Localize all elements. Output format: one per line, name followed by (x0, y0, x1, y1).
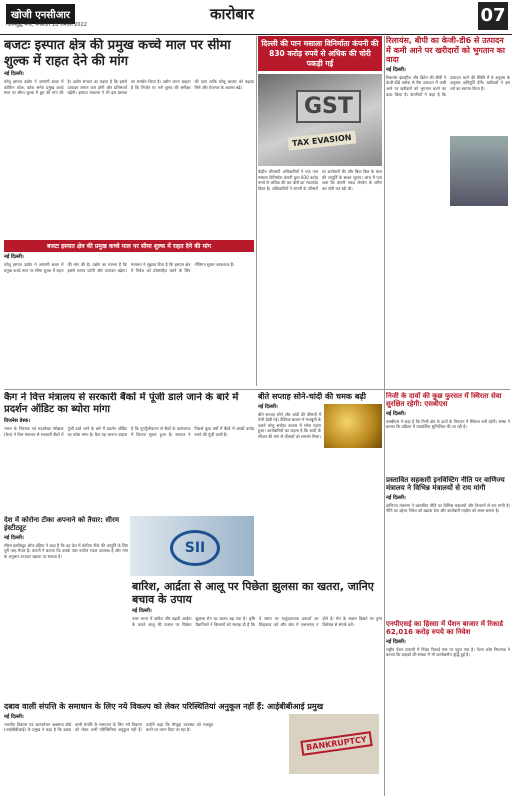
story-reliance-body: रिलायंस इंडस्ट्रीज और ब्रिटेन की बीपी ने केजी-डी6 ब्लॉक से गैस उत्पादन में कमी आने पर खरीदारों को भुगतान करने का वादा किया है। कंपनियों ने कहा है कि उत्पादन घटने की स्थिति में वे अनुबंध के अनुसार क्षतिपूर्ति देंगी। खरीदारों ने इस शर्त का स्वागत किया है। (386, 74, 510, 97)
story-steel-duty (4, 38, 254, 238)
story-gold (258, 392, 382, 512)
story-policy-body: वाणिज्य मंत्रालय ने प्रस्तावित नीति पर विभिन्न मंत्रालयों और विभागों से राय मांगी है। नीति का उद्देश्य निवेश को बढ़ावा देना और कारोबारी माहौल को सरल बनाना है। (386, 502, 510, 514)
bankruptcy-stamp: BANKRUPTCY (300, 731, 372, 756)
story-policy-byline: नई दिल्ली। (386, 494, 406, 501)
story-gold-byline: नई दिल्ली। (258, 403, 278, 410)
column-rule (384, 36, 385, 796)
story-steel-body: घरेलू इस्पात उद्योग ने आगामी बजट में कोकिंग कोल, कोक समेत प्रमुख कच्चे माल पर सीमा शुल्क में छूट की मांग की है। उद्योग संगठन का कहना है कि इससे उत्पादन लागत कम होगी और प्रतिस्पर्धा बढ़ेगी। इस्पात मंत्रालय ने भी इस प्रस्ताव का समर्थन किया है। उद्योग जगत चाहता है कि निर्यात पर लगे शुल्क की समीक्षा की जाए ताकि घरेलू बाजार को बढ़ावा मिले और रोजगार के अवसर बढ़ें। (4, 79, 254, 96)
story-gst-body: केंद्रीय जीएसटी अधिकारियों ने एक पान मसाला विनिर्माता कंपनी द्वारा 830 करोड़ रुपये से अधिक की कर चोरी का भंडाफोड़ किया है। अधिकारियों ने कंपनी के परिसरों पर छापेमारी की और बिना बिल के माल की आपूर्ति के साक्ष्य जुटाए। जांच में पता चला कि कंपनी नकद लेनदेन के जरिए कर चोरी कर रही थी। (258, 169, 382, 192)
newspaper-logo: खोजी एनसीआर (6, 4, 75, 24)
story-gst (258, 36, 382, 386)
story-ibbi (4, 702, 384, 798)
gst-image (258, 74, 382, 166)
story-steel-duty-repeat (4, 240, 254, 390)
gst-badge: GST (296, 90, 361, 123)
story-potato-headline: बारिश, आर्द्रता से आलू पर पिछेता झुलसा का खतरा, जानिए बचाव के उपाय (132, 580, 374, 607)
section-title: कारोबार (210, 5, 255, 23)
story-policy-headline: प्रस्तावित सहकारी इनविस्टिग नीति पर वाणिज्य मंत्रालय ने विभिन्न मंत्रालयों से राय मांगी (386, 476, 505, 493)
story-potato-body: उत्तर भारत में बारिश और बढ़ती आर्द्रता के चलते आलू की फसल पर पिछेता झुलसा रोग का खतरा बढ़ गया है। कृषि वैज्ञानिकों ने किसानों को सलाह दी है कि वे समय पर फफूंदनाशक दवाओं का छिड़काव करें और खेत में जलभराव न होने दें। रोग के लक्षण दिखने पर तुरंत विशेषज्ञ से संपर्क करें। (132, 616, 382, 627)
story-steel-repeat-byline: नई दिल्ली। (4, 254, 24, 260)
story-nps (386, 620, 510, 798)
story-gold-body: बीते सप्ताह सोने और चांदी की कीमतों में तेजी देखी गई। वैश्विक बाजार में मजबूती के चलते घरेलू सर्राफा बाजार में सोना महंगा हुआ। कारोबारियों का कहना है कि शादी के सीजन की मांग से कीमतों को समर्थन मिला। (258, 411, 321, 439)
story-ibbi-headline: दबाव वाली संपत्ति के समाधान के लिए नये विकल्प को लेकर परिस्थितियां अनुकूल नहीं हैं: आईबीबीआई प्रमुख (4, 702, 324, 711)
story-sbs (386, 392, 510, 472)
story-serum-body: सीरम इंस्टीट्यूट ऑफ इंडिया ने कहा है कि वह देश में कोरोना टीके की आपूर्ति के लिए पूरी तरह तैयार है। कंपनी ने बताया कि उसके पास पर्याप्त भंडार उपलब्ध है और मांग के अनुसार उत्पादन बढ़ाया जा सकता है। (4, 542, 128, 559)
story-sbs-byline: नई दिल्ली। (386, 410, 406, 417)
story-potato (132, 580, 382, 700)
story-cag-headline: कैग ने वित्त मंत्रालय से सरकारी बैंकों में पूंजी डाले जाने के बारे में प्रदर्शन ऑडिट का ब्योरा मांगा (4, 392, 239, 415)
masthead (0, 0, 512, 35)
story-nps-byline: नई दिल्ली। (386, 638, 406, 645)
issue-date: गौतमबुद्ध नगर, मंगलवार 28 जनवरी 2022 (6, 22, 87, 28)
row-rule (4, 389, 510, 390)
story-reliance-byline: नई दिल्ली। (386, 66, 406, 73)
story-nps-headline: एनपीएसई का हिस्सा में पेंशन बाजार में रिकार्ड 62,016 करोड़ रुपये का निवेश (386, 620, 503, 637)
tax-evasion-tag: TAX EVASION (288, 131, 357, 151)
story-steel-repeat-body: घरेलू इस्पात उद्योग ने आगामी बजट में प्रमुख कच्चे माल पर सीमा शुल्क में राहत की मांग की है। उद्योग का मानना है कि इससे लागत घटेगी और उत्पादन बढ़ेगा। मंत्रालय ने सुझाव दिया है कि इस्पात क्षेत्र में निवेश को प्रोत्साहित करने के लिए नीतिगत सुधार आवश्यक हैं। (4, 262, 235, 273)
story-sbs-body: एसबीएस ने कहा है कि निजी क्षेत्र के दावों के निपटान में स्थिरता बनी रहेगी। संस्था ने बताया कि प्रक्रिया में पारदर्शिता सुनिश्चित की जा रही है। (386, 418, 510, 430)
story-cag-byline: विजनेस डेस्क। (4, 418, 31, 424)
story-gold-headline: बीते सप्ताह सोने-चांदी की चमक बढ़ी (258, 392, 366, 401)
story-sbs-headline: निजी के दावों की कुछ फुरसत में स्थिरता सेवा सुरक्षित रहेगी: एसबीएस (386, 392, 502, 409)
story-reliance-headline: रिलायंस, बीपी का केजी-डी6 से उत्पादन में कमी आने पर खरीदारों को भुगतान का वादा (386, 36, 505, 65)
story-gst-headline: दिल्ली की पान मसाला विनिर्माता कंपनी की 830 करोड़ रुपये से अधिक की चोरी पकड़ी गई (258, 36, 382, 71)
story-nps-body: राष्ट्रीय पेंशन प्रणाली में निवेश रिकार्ड स्तर पर पहुंच गया है। पेंशन कोष नियामक ने बताया कि ग्राहकों की संख्या में भी उल्लेखनीय वृद्धि हुई है। (386, 646, 510, 658)
reliance-photo (450, 136, 508, 206)
story-serum-byline: नई दिल्ली। (4, 534, 24, 541)
story-serum-headline: देश में कोरोना टीका अपनाने को तैयार: सीरम इंस्टीट्यूट (4, 516, 120, 533)
story-ibbi-byline: नई दिल्ली। (4, 713, 24, 720)
serum-image (130, 516, 254, 576)
story-potato-byline: नई दिल्ली। (132, 608, 152, 615)
story-steel-repeat-headline: बजटः इस्पात क्षेत्र की प्रमुख कच्चे माल पर सीमा शुल्क में राहत देने की मांग (4, 240, 254, 252)
story-reliance (386, 36, 510, 386)
story-cag (4, 392, 254, 512)
column-rule (256, 36, 257, 386)
story-steel-byline: नई दिल्ली। (4, 71, 24, 78)
story-cag-body: भारत के नियंत्रक एवं महालेखा परीक्षक (कैग) ने वित्त मंत्रालय से सरकारी बैंकों में पूंजी डाले जाने के बारे में प्रदर्शन ऑडिट का ब्योरा मांगा है। कैग यह जानना चाहता है कि पुनर्पूंजीकरण से बैंकों के कामकाज में कितना सुधार हुआ है। सरकार ने पिछले कुछ वर्षों में बैंकों में लाखों करोड़ रुपये की पूंजी डाली है। (4, 426, 254, 437)
page-number: 07 (478, 2, 508, 30)
story-steel-headline: बजटः इस्पात क्षेत्र की प्रमुख कच्चे माल पर सीमा शुल्क में राहत देने की मांग (4, 38, 231, 69)
story-ibbi-body: भारतीय दिवाला एवं ऋणशोधन अक्षमता बोर्ड (आईबीबीआई) के प्रमुख ने कहा है कि दबाव वाली संपत्ति के समाधान के लिए नये विकल्प को लेकर अभी परिस्थितियां अनुकूल नहीं हैं। उन्होंने कहा कि मौजूदा व्यवस्था को मजबूत करने पर ध्यान दिया जा रहा है। (4, 721, 213, 733)
story-serum (4, 516, 128, 616)
story-investment-policy (386, 476, 510, 616)
sii-logo: SII (170, 530, 220, 566)
gold-image (324, 404, 382, 448)
bankruptcy-image (289, 714, 379, 774)
